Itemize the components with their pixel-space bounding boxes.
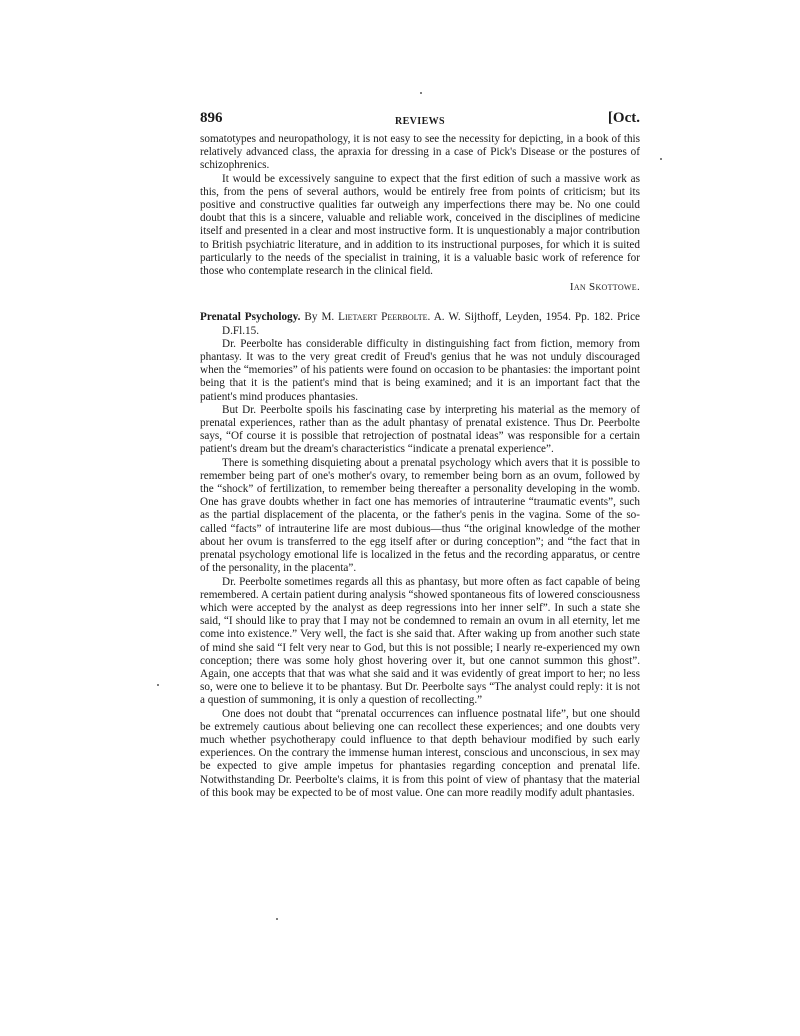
book-author: M. Lietaert Peerbolte. [321, 311, 431, 324]
review-paragraph: Dr. Peerbolte has considerable difficulty in distinguishing fact from fiction, memory from phantasy. It was to the very great credit of Freud's genius that he was not unduly discouraged when the “memories” of his patients were found on occasion to be phantasies: the important point being that it is the patient's mind that is being examined; and it is an important fact that the patient's mind produces phantasies. [200, 337, 640, 403]
scan-speck [420, 92, 422, 94]
review-paragraph: It would be excessively sanguine to expect that the first edition of such a massive work as this, from the pens of several authors, would be entirely free from points of criticism; but its positive and constructive qualities far outweigh any imperfections there may be. No one could doubt that this is a sincere, valuable and reliable work, conceived in the disciplines of medicine itself and presented in a clear and most instructive form. It is unquestionably a major contribution to British psychiatric literature, and in addition to its instructional purposes, for which it is suited particularly to the needs of the specialist in training, it is a valuable basic work of reference for those who contemplate research in the clinical field. [200, 172, 640, 278]
issue-month: [Oct. [607, 110, 640, 126]
review-paragraph: One does not doubt that “prenatal occurrences can influence postnatal life”, but one should be extremely cautious about believing one can recollect these experiences; and one doubts very much whether psychotherapy could influence to that depth behaviour modified by such early experiences. On the contrary the immense human interest, conscious and unconscious, in sex may be expected to give ample impetus for phantasies regarding conception and prenatal life. Notwithstanding Dr. Peerbolte's claims, it is from this point of view of phantasy that the material of this book may be expected to be of most value. One can more readily modify adult phantasies. [200, 707, 640, 799]
text-column [200, 112, 640, 800]
scan-speck [660, 158, 662, 160]
page-number: 896 [200, 110, 223, 126]
review-paragraph: But Dr. Peerbolte spoils his fascinating case by interpreting his material as the memory of prenatal experiences, rather than as the adult phantasy of prenatal existence. Thus Dr. Peerbolte says, “Of course it is possible that retrojection of postnatal ideas” was responsible for a certain patient's dream but the dream's characteristics “indicate a prenatal experience”. [200, 403, 640, 456]
citation-by: By [304, 311, 318, 324]
scan-speck [276, 918, 278, 920]
review-paragraph: There is something disquieting about a prenatal psychology which avers that it is possible to remember being part of one's mother's ovary, to remember being born as an ovum, followed by the “shock” of fertilization, to remember being thereafter a personality developing in the womb. One has grave doubts whether in fact one has memories of intrauterine “traumatic events”, such as the partial displacement of the placenta, or the father's penis in the vagina. Some of the so-called “facts” of intrauterine life are most dubious—thus “the original knowledge of the mother about her ovum is transferred to the egg itself after or during conception”; and “the fact that in prenatal psychology emotional life is localized in the fetus and the recording apparatus, or centre of the personality, in the placenta”. [200, 456, 640, 575]
book-title: Prenatal Psychology. [200, 311, 301, 324]
reviewer-signature: Ian Skottowe. [569, 281, 640, 294]
book-citation [200, 311, 640, 337]
book-publisher: A. W. Sijthoff, Leyden, 1954. Pp. 182. Price D.Fl.15. [222, 311, 641, 337]
review-paragraph: Dr. Peerbolte sometimes regards all this as phantasy, but more often as fact capable of being remembered. A certain patient during analysis “showed spontaneous fits of lowered consciousness which were accepted by the analyst as deep regressions into her inner self”. In such a state she said, “I should like to pray that I may not be condemned to remain an ovum in all eternity, let me come into existence.” Very well, the fact is she said that. After waking up from another such state of mind she said “I felt very near to God, but this is not possible; I nearly re-experienced my own conception; there was some holy ghost hovering over it, but one cannot summon this ghost”. Again, one accepts that that was what she said and it was evidently of great import to her; no less so, were one to believe it to be phantasy. But Dr. Peerbolte says “The analyst could reply: it is not a question of summoning, it is only a question of recollecting.” [200, 575, 640, 707]
page-header [200, 112, 640, 132]
scan-speck [157, 684, 159, 686]
running-head: REVIEWS [394, 116, 446, 127]
review-paragraph: somatotypes and neuropathology, it is not easy to see the necessity for depicting, in a book of this relatively advanced class, the apraxia for dressing in a case of Pick's Disease or the postures of schizophrenics. [200, 133, 640, 172]
